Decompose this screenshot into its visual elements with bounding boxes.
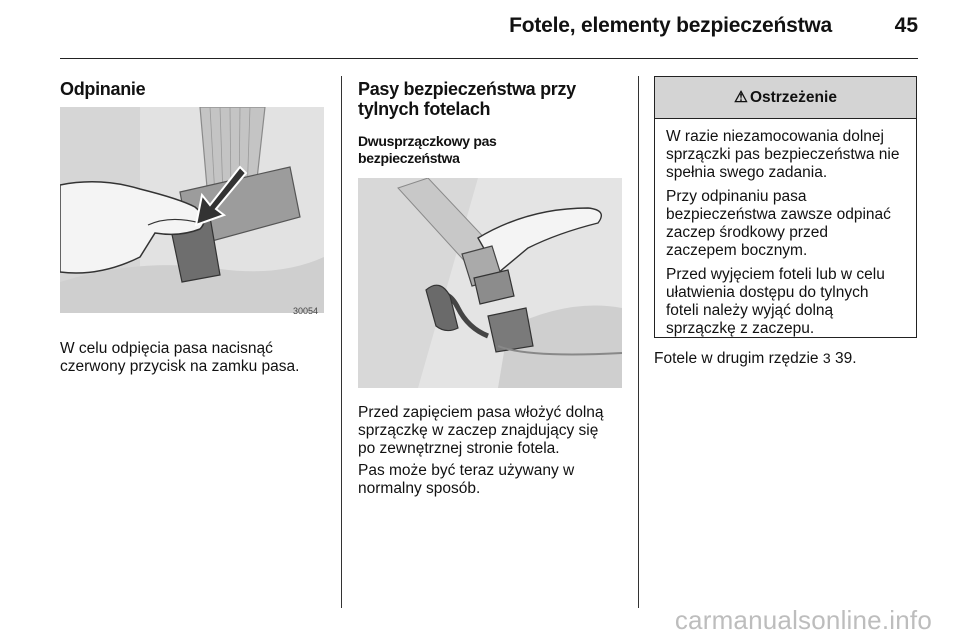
cross-reference[interactable] xyxy=(654,349,857,368)
text-line: sprzączkę w zaczep znajdujący się xyxy=(358,422,599,439)
rear-belt-illustration xyxy=(358,178,622,388)
subheading-line: bezpieczeństwa xyxy=(358,150,460,166)
text-line: Przy odpinaniu pasa xyxy=(666,188,807,205)
text-line: foteli należy wyjąć dolną xyxy=(666,302,834,319)
text-line: ułatwienia dostępu do tylnych xyxy=(666,284,869,301)
text-line: zaczep środkowy przed xyxy=(666,224,828,241)
xref-arrow-icon: 3 xyxy=(822,350,831,366)
unbuckle-illustration xyxy=(60,107,324,313)
warning-box xyxy=(654,76,917,338)
subheading-line: Dwusprzączkowy pas xyxy=(358,133,497,149)
usage-text xyxy=(358,462,574,498)
warning-triangle-icon: ⚠ xyxy=(734,89,748,106)
text-line: zaczepem bocznym. xyxy=(666,242,808,259)
xref-text: Fotele w drugim rzędzie xyxy=(654,350,819,367)
page-number: 45 xyxy=(894,14,918,37)
xref-page: 39. xyxy=(834,350,857,367)
section-heading-unbuckling: Odpinanie xyxy=(60,79,146,99)
text-line: W celu odpięcia pasa nacisnąć xyxy=(60,340,273,357)
warning-paragraph xyxy=(666,188,906,260)
watermark: carmanualsonline.info xyxy=(674,605,932,635)
section-heading-rear-belts xyxy=(358,79,576,119)
page-title: Fotele, elementy bezpieczeństwa xyxy=(509,14,832,37)
header-rule xyxy=(60,58,918,59)
text-line: czerwony przycisk na zamku pasa. xyxy=(60,358,300,375)
text-line: spełnia swego zadania. xyxy=(666,164,828,181)
column-divider-1 xyxy=(341,76,342,608)
text-line: normalny sposób. xyxy=(358,480,481,497)
warning-header xyxy=(655,77,916,119)
column-divider-2 xyxy=(638,76,639,608)
text-line: sprzączki pas bezpieczeństwa nie xyxy=(666,146,900,163)
text-line: W razie niezamocowania dolnej xyxy=(666,128,884,145)
warning-body xyxy=(655,119,916,338)
warning-paragraph xyxy=(666,266,906,338)
warning-title: Ostrzeżenie xyxy=(749,88,837,106)
text-line: bezpieczeństwa zawsze odpinać xyxy=(666,206,891,223)
text-line: Pas może być teraz używany w xyxy=(358,462,575,479)
unbuckle-text xyxy=(60,340,299,376)
text-line: po zewnętrznej stronie fotela. xyxy=(358,440,560,457)
subheading-two-buckle xyxy=(358,133,497,167)
heading-line: tylnych fotelach xyxy=(358,99,491,119)
text-line: Przed zapięciem pasa włożyć dolną xyxy=(358,404,604,421)
heading-line: Pasy bezpieczeństwa przy xyxy=(358,79,576,99)
buckle-instruction-text xyxy=(358,404,604,458)
text-line: Przed wyjęciem foteli lub w celu xyxy=(666,266,885,283)
text-line: sprzączkę z zaczepu. xyxy=(666,320,815,337)
warning-paragraph xyxy=(666,128,906,182)
figure-number: 30054 xyxy=(293,306,319,316)
